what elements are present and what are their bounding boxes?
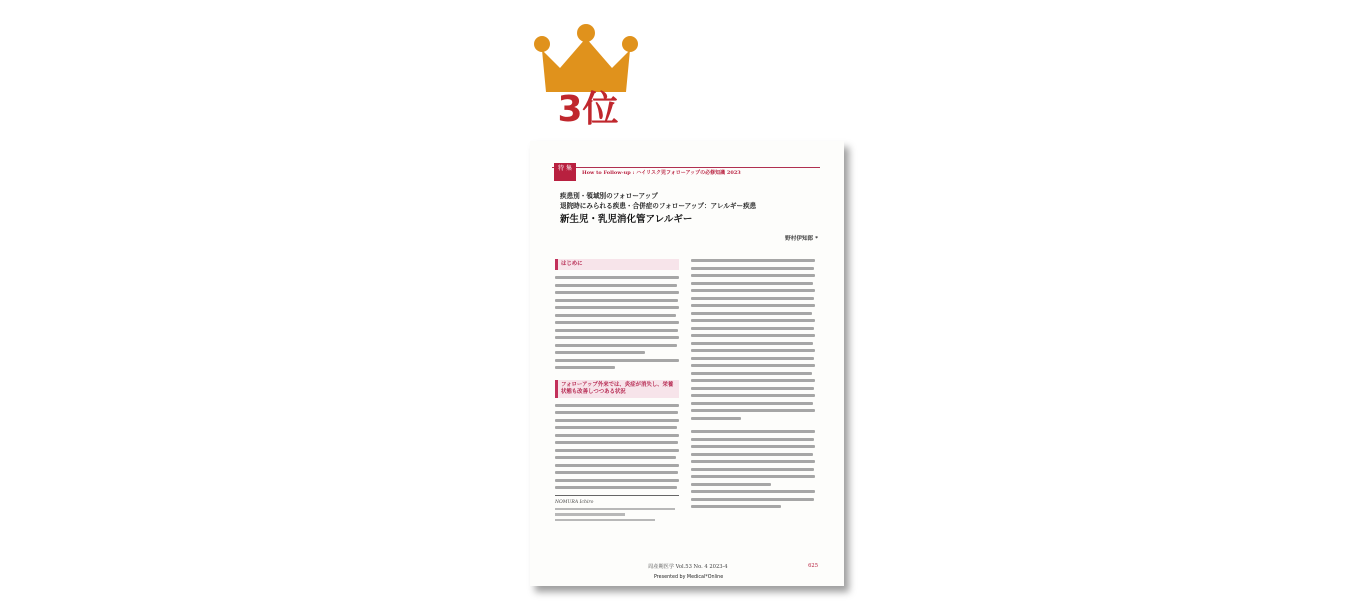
text-line bbox=[691, 483, 771, 486]
text-line bbox=[691, 505, 781, 508]
text-line bbox=[555, 336, 679, 339]
text-line bbox=[555, 321, 679, 324]
right-column bbox=[691, 259, 815, 513]
text-line bbox=[691, 327, 814, 330]
text-line bbox=[691, 430, 815, 433]
footnote-author-name: NOMURA Ichiro bbox=[555, 499, 594, 505]
text-line bbox=[691, 267, 814, 270]
left-column bbox=[555, 259, 679, 524]
footnote-line bbox=[555, 519, 655, 522]
footnote-line bbox=[555, 513, 625, 516]
text-line bbox=[555, 344, 677, 347]
text-line bbox=[691, 379, 815, 382]
text-line bbox=[555, 456, 676, 459]
text-line bbox=[555, 276, 679, 279]
text-line bbox=[555, 404, 679, 407]
text-line bbox=[691, 417, 741, 420]
text-line bbox=[691, 289, 815, 292]
text-line bbox=[691, 334, 815, 337]
text-line bbox=[555, 314, 676, 317]
text-line bbox=[691, 490, 815, 493]
text-line bbox=[691, 259, 815, 262]
crown-icon bbox=[532, 24, 640, 92]
text-line bbox=[691, 468, 814, 471]
text-line bbox=[555, 359, 679, 362]
category-line-2: 退院時にみられる疾患・合併症のフォローアップ：アレルギー疾患 bbox=[560, 202, 757, 210]
text-line bbox=[555, 299, 678, 302]
text-line bbox=[691, 438, 814, 441]
text-line bbox=[691, 402, 813, 405]
text-line bbox=[555, 434, 679, 437]
series-title: How to Follow-up : ハイリスク児フォローアップの必修知識 2023 bbox=[582, 170, 741, 176]
text-line bbox=[691, 475, 815, 478]
feature-badge: 特 集 bbox=[554, 163, 576, 181]
text-line bbox=[555, 486, 677, 489]
text-line bbox=[555, 426, 677, 429]
text-line bbox=[691, 297, 814, 300]
presented-by: Presented by Medical*Online bbox=[654, 575, 724, 580]
text-line bbox=[555, 306, 679, 309]
text-line bbox=[691, 460, 815, 463]
page-number: 625 bbox=[808, 563, 818, 569]
text-line bbox=[691, 387, 814, 390]
text-line bbox=[691, 409, 815, 412]
text-line bbox=[555, 329, 678, 332]
article-author: 野村伊知郎 * bbox=[785, 236, 818, 242]
text-line bbox=[691, 372, 812, 375]
text-line bbox=[691, 312, 812, 315]
article-title: 新生児・乳児消化管アレルギー bbox=[560, 214, 693, 225]
section-heading: はじめに bbox=[555, 259, 679, 270]
text-line bbox=[691, 342, 813, 345]
category-line-1: 疾患別・領域別のフォローアップ bbox=[560, 192, 658, 200]
text-line bbox=[691, 453, 813, 456]
text-line bbox=[555, 471, 678, 474]
text-line bbox=[691, 282, 813, 285]
text-line bbox=[691, 274, 815, 277]
footnote-line bbox=[555, 508, 675, 511]
article-page-thumbnail[interactable] bbox=[530, 141, 844, 586]
section-heading: フォローアップ外来では、炎症が消失し、栄養状態も改善しつつある状況 bbox=[555, 380, 679, 398]
text-line bbox=[555, 419, 679, 422]
text-line bbox=[555, 411, 678, 414]
text-line bbox=[555, 351, 645, 354]
text-line bbox=[555, 449, 679, 452]
text-line bbox=[691, 304, 815, 307]
rank-label: 3位 bbox=[557, 89, 619, 130]
footnote-rule bbox=[555, 495, 679, 496]
header-rule bbox=[552, 167, 820, 168]
text-line bbox=[555, 284, 677, 287]
text-line bbox=[555, 366, 615, 369]
text-line bbox=[691, 357, 814, 360]
text-line bbox=[691, 319, 815, 322]
text-line bbox=[691, 349, 815, 352]
text-line bbox=[691, 364, 815, 367]
text-line bbox=[555, 464, 679, 467]
text-line bbox=[555, 291, 679, 294]
text-line bbox=[691, 394, 815, 397]
text-line bbox=[691, 498, 814, 501]
journal-citation: 周産期医学 Vol.53 No. 4 2023-4 bbox=[648, 564, 728, 570]
text-line bbox=[691, 445, 815, 448]
text-line bbox=[555, 441, 678, 444]
text-line bbox=[555, 479, 679, 482]
